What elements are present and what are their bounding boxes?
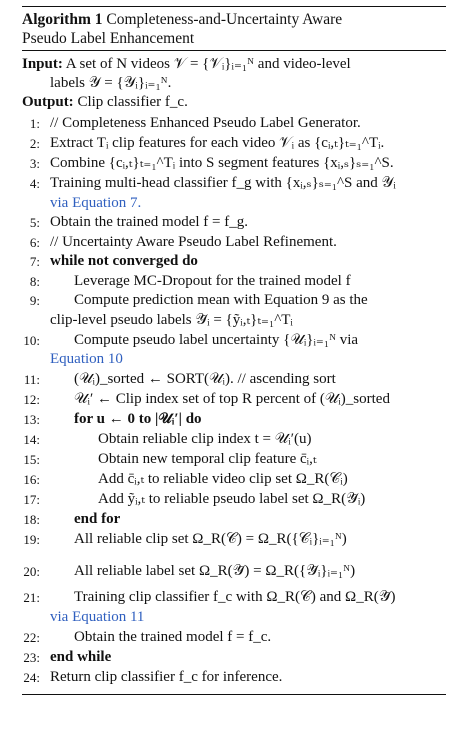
line-number: 22:	[23, 630, 40, 645]
line-text: Training clip classifier f_c with Ω_R(𝒞) and Ω_R(𝒴̃)	[74, 589, 396, 605]
algo-line	[22, 233, 446, 253]
algo-line	[22, 114, 446, 134]
line-text: Obtain reliable clip index t = 𝒰ᵢ′(u)	[98, 431, 312, 447]
line-text: Obtain new temporal clip feature c̄ᵢ,ₜ	[98, 451, 317, 467]
line-text: via Equation 11	[50, 609, 145, 625]
input-text-2: labels 𝒴 = {𝒴ᵢ}ᵢ₌₁ᴺ.	[50, 75, 172, 91]
line-text: // Completeness Enhanced Pseudo Label Generator.	[50, 115, 361, 131]
algo-line	[22, 530, 446, 556]
line-number: 2:	[29, 135, 40, 151]
input-text-1: A set of N videos 𝒱 = {𝒱ᵢ}ᵢ₌₁ᴺ and video-level	[65, 56, 351, 72]
line-text: via Equation 7.	[50, 194, 142, 211]
algo-line	[22, 608, 446, 628]
line-text: end for	[74, 511, 121, 527]
algorithm-io	[22, 55, 446, 112]
line-text: Compute pseudo label uncertainty {𝒰ᵢ}ᵢ₌₁ᴺ via	[74, 331, 359, 348]
caption-rule	[22, 50, 446, 51]
algo-line	[22, 450, 446, 470]
line-number: 17:	[23, 492, 40, 507]
line-number: 9:	[29, 293, 40, 308]
line-text: Extract Tᵢ clip features for each video 𝒱ᵢ as {cᵢ,ₜ}ₜ₌₁^Tᵢ.	[50, 134, 385, 151]
algorithm-title-line2: Pseudo Label Enhancement	[22, 30, 195, 47]
line-text: Training multi-head classifier f_g with {xᵢ,ₛ}ₛ₌₁^S and 𝒴ᵢ	[50, 174, 396, 191]
bottom-rule	[22, 694, 446, 695]
algorithm-label: Algorithm 1	[22, 11, 103, 28]
line-text: All reliable clip set Ω_R(𝒞) = Ω_R({𝒞ᵢ}ᵢ₌₁ᴺ)	[74, 531, 347, 547]
line-text: Add c̄ᵢ,ₜ to reliable video clip set Ω_R(𝒞ᵢ)	[98, 471, 348, 487]
line-number: 19:	[23, 532, 40, 547]
algo-line	[22, 311, 446, 331]
line-number: 10:	[23, 332, 40, 348]
line-number: 14:	[23, 432, 40, 447]
algo-line	[22, 648, 446, 668]
line-text: Obtain the trained model f = f_g.	[50, 214, 248, 230]
algo-line	[22, 291, 446, 311]
algo-line	[22, 174, 446, 194]
algorithm-caption	[22, 7, 446, 50]
line-text: 𝒰ᵢ′ ← Clip index set of top R percent of (𝒰ᵢ)_sorted	[74, 391, 390, 407]
algo-line	[22, 213, 446, 233]
line-number: 11:	[23, 372, 40, 387]
line-number: 21:	[23, 590, 40, 605]
line-number: 13:	[23, 412, 40, 427]
algo-line	[22, 272, 446, 292]
algo-line	[22, 154, 446, 174]
algo-line	[22, 490, 446, 510]
output-text: Clip classifier f_c.	[77, 94, 188, 110]
output-label: Output:	[22, 94, 74, 110]
line-text: Combine {cᵢ,ₜ}ₜ₌₁^Tᵢ into S segment features {xᵢ,ₛ}ₛ₌₁^S.	[50, 154, 394, 171]
line-number: 18:	[23, 512, 40, 527]
algo-line	[22, 370, 446, 390]
line-text: Leverage MC-Dropout for the trained model f	[74, 272, 351, 289]
line-number: 7:	[29, 254, 40, 269]
line-text: clip-level pseudo labels 𝒴̃ᵢ = {ỹᵢ,ₜ}ₜ₌₁^Tᵢ	[50, 311, 293, 328]
line-text: Add ỹᵢ,ₜ to reliable pseudo label set Ω_R(𝒴̃ᵢ)	[98, 491, 366, 507]
line-number: 6:	[29, 234, 40, 250]
algo-line	[22, 588, 446, 608]
line-number: 8:	[29, 273, 40, 289]
line-text: Compute prediction mean with Equation 9 as the	[74, 292, 368, 308]
algorithm-title-line1: Completeness-and-Uncertainty Aware	[106, 11, 343, 28]
line-number: 5:	[29, 215, 40, 230]
algo-line	[22, 134, 446, 154]
line-text: Equation 10	[50, 351, 123, 367]
algo-line	[22, 510, 446, 530]
input-label: Input:	[22, 56, 63, 72]
algorithm-lines	[22, 114, 446, 688]
algo-line	[22, 350, 446, 370]
line-number: 20:	[23, 564, 40, 579]
algo-line	[22, 430, 446, 450]
line-number: 16:	[23, 472, 40, 487]
line-text: Obtain the trained model f = f_c.	[74, 629, 272, 645]
line-number: 1:	[29, 116, 40, 131]
algo-line	[22, 470, 446, 490]
algo-line	[22, 390, 446, 410]
algo-line	[22, 668, 446, 688]
line-text: end while	[50, 649, 112, 665]
line-text: (𝒰ᵢ)_sorted ← SORT(𝒰ᵢ). // ascending sort	[74, 371, 336, 387]
line-number: 24:	[23, 670, 40, 685]
algo-line	[22, 252, 446, 272]
line-number: 23:	[23, 650, 40, 665]
line-text: // Uncertainty Aware Pseudo Label Refinement.	[50, 233, 337, 250]
line-text: for u ← 0 to |𝒰ᵢ′| do	[74, 411, 202, 427]
line-number: 3:	[29, 155, 40, 171]
algo-line	[22, 410, 446, 430]
line-number: 12:	[23, 392, 40, 407]
line-text: Return clip classifier f_c for inference.	[50, 669, 283, 685]
algorithm-block	[22, 6, 446, 695]
line-number: 4:	[29, 175, 40, 191]
line-text: All reliable label set Ω_R(𝒴̃) = Ω_R({𝒴̃ᵢ}ᵢ₌₁ᴺ)	[74, 563, 356, 579]
line-text: while not converged do	[50, 253, 198, 269]
line-number: 15:	[23, 452, 40, 467]
algo-line	[22, 628, 446, 648]
algo-line	[22, 556, 446, 588]
algo-line	[22, 331, 446, 351]
algo-line	[22, 194, 446, 214]
